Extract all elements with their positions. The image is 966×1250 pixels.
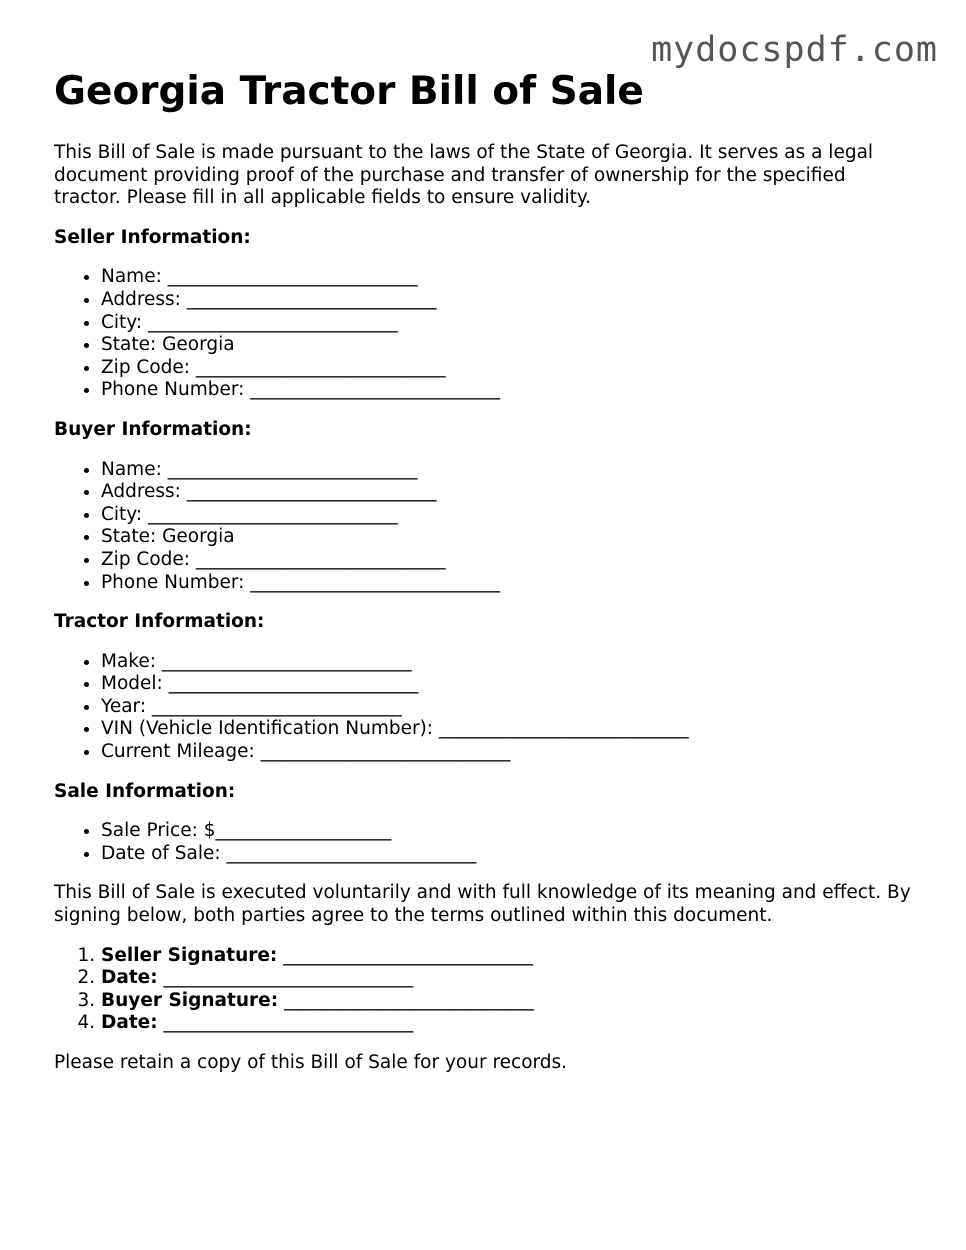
tractor-vin-field: • VIN (Vehicle Identification Number): ___________________________: [101, 718, 914, 741]
sale-heading: Sale Information:: [54, 780, 236, 802]
agreement-paragraph: This Bill of Sale is executed voluntarily and with full knowledge of its meaning and effect. By signing below, both parties agree to the terms outlined within this document.: [54, 882, 911, 927]
sale-price-field: • Sale Price: $___________________: [101, 820, 914, 843]
closing-note: Please retain a copy of this Bill of Sale for your records.: [54, 1052, 568, 1073]
tractor-heading: Tractor Information:: [54, 611, 265, 633]
page-title: Georgia Tractor Bill of Sale: [54, 69, 644, 114]
seller-name-field: • Name: ___________________________: [101, 266, 914, 289]
seller-city-field: • City: ___________________________: [101, 312, 914, 335]
signature-blank: ___________________________: [157, 1012, 414, 1034]
buyer-name-field: • Name: ___________________________: [101, 459, 914, 482]
signature-label: Date:: [101, 1012, 158, 1034]
signature-label: Buyer Signature:: [101, 989, 279, 1011]
buyer-city-field: • City: ___________________________: [101, 504, 914, 527]
buyer-heading: Buyer Information:: [54, 418, 252, 440]
buyer-signature-line: [101, 990, 914, 1013]
signature-blank: ___________________________: [157, 967, 414, 989]
buyer-phone-field: • Phone Number: ___________________________: [101, 572, 914, 595]
signature-label: Seller Signature:: [101, 944, 278, 966]
tractor-field-list: [54, 651, 914, 764]
intro-paragraph: This Bill of Sale is made pursuant to the laws of the State of Georgia. It serves as a legal document providing proof of the purchase and transfer of ownership for the specified tractor. Please fill in all applicable fields to ensure validity.: [54, 142, 874, 209]
seller-heading: Seller Information:: [54, 226, 251, 248]
buyer-address-field: • Address: ___________________________: [101, 481, 914, 504]
signature-list: [54, 945, 914, 1035]
document-body: [54, 68, 914, 1092]
signature-blank: ___________________________: [278, 989, 534, 1011]
tractor-mileage-field: • Current Mileage: ___________________________: [101, 741, 914, 764]
seller-zip-field: • Zip Code: ___________________________: [101, 357, 914, 380]
tractor-model-field: • Model: ___________________________: [101, 673, 914, 696]
tractor-make-field: • Make: ___________________________: [101, 651, 914, 674]
signature-label: Date:: [101, 967, 158, 989]
seller-field-list: [54, 266, 914, 402]
seller-phone-field: • Phone Number: ___________________________: [101, 379, 914, 402]
buyer-date-line: [101, 1012, 914, 1035]
sale-field-list: [54, 820, 914, 865]
buyer-field-list: [54, 459, 914, 595]
sale-date-field: • Date of Sale: ___________________________: [101, 843, 914, 866]
buyer-state-field: • State: Georgia: [101, 526, 914, 549]
seller-date-line: [101, 967, 914, 990]
buyer-zip-field: • Zip Code: ___________________________: [101, 549, 914, 572]
seller-address-field: • Address: ___________________________: [101, 289, 914, 312]
seller-signature-line: [101, 945, 914, 968]
seller-state-field: • State: Georgia: [101, 334, 914, 357]
tractor-year-field: • Year: ___________________________: [101, 696, 914, 719]
signature-blank: ___________________________: [277, 944, 533, 966]
watermark: mydocspdf.com: [651, 30, 938, 70]
